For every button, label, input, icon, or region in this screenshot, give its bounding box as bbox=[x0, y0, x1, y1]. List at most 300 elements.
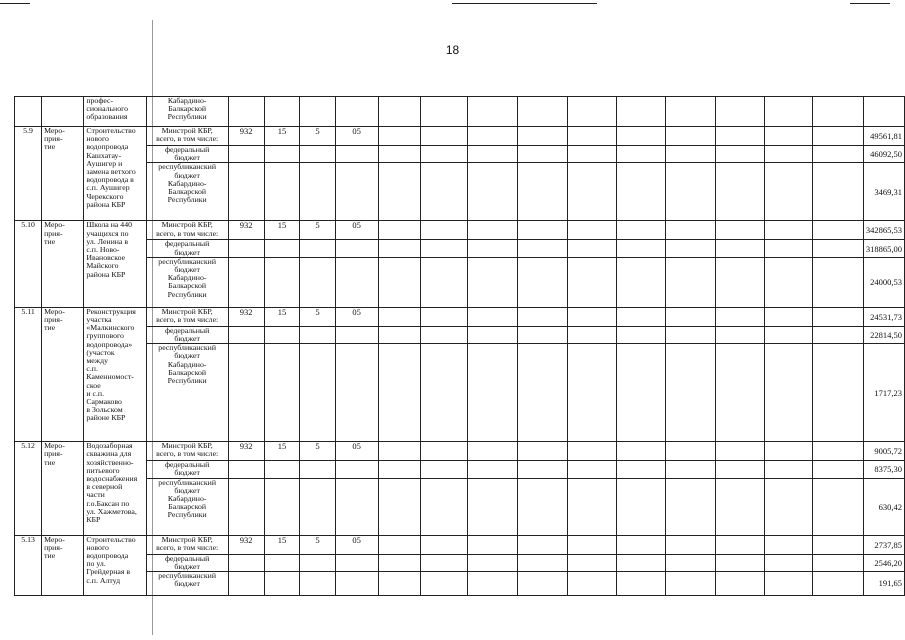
amount-value bbox=[863, 442, 904, 461]
amount-value bbox=[863, 326, 904, 343]
empty-cell bbox=[468, 257, 518, 307]
funding-source bbox=[146, 442, 228, 461]
empty-cell bbox=[617, 461, 666, 478]
empty-cell bbox=[378, 146, 420, 163]
event-name-text: Строительство нового водопровода Кашхатау- Аушигер и замена ветхого водопровода в с.п. Аушигер Черекского района КБР bbox=[86, 126, 136, 209]
empty-cell bbox=[420, 535, 468, 554]
amount-value-text: 2737,85 bbox=[874, 539, 902, 550]
amount-value-text: 3469,31 bbox=[874, 186, 902, 197]
empty-cell bbox=[715, 127, 764, 146]
code-grbs bbox=[228, 478, 264, 535]
funding-source-text: республиканский бюджет Кабардино- Балкарской Республики bbox=[158, 162, 217, 205]
funding-source bbox=[146, 240, 228, 257]
empty-cell bbox=[617, 146, 666, 163]
empty-cell bbox=[468, 221, 518, 240]
code-rz bbox=[264, 307, 300, 326]
empty-cell bbox=[468, 307, 518, 326]
empty-cell bbox=[812, 221, 863, 240]
code-grbs bbox=[228, 240, 264, 257]
empty-cell bbox=[715, 257, 764, 307]
amount-value-text: 342865,53 bbox=[865, 225, 902, 236]
empty-cell bbox=[765, 240, 813, 257]
amount-value-text: 46092,50 bbox=[870, 149, 902, 160]
code-rz bbox=[264, 326, 300, 343]
empty-cell bbox=[378, 163, 420, 221]
code-pr bbox=[300, 97, 335, 127]
empty-cell bbox=[378, 344, 420, 442]
code-rz bbox=[264, 127, 300, 146]
empty-cell bbox=[567, 240, 616, 257]
empty-cell bbox=[420, 326, 468, 343]
empty-cell bbox=[567, 326, 616, 343]
empty-cell bbox=[468, 163, 518, 221]
code-csr-text: 05 bbox=[352, 126, 361, 136]
empty-cell bbox=[765, 461, 813, 478]
code-pr-text: 5 bbox=[315, 441, 320, 452]
empty-cell bbox=[617, 572, 666, 596]
funding-source-text: республиканский бюджет Кабардино- Балкарской Республики bbox=[158, 343, 217, 386]
empty-cell bbox=[715, 461, 764, 478]
empty-cell bbox=[378, 572, 420, 596]
row-type bbox=[42, 221, 84, 307]
funding-source bbox=[146, 554, 228, 571]
empty-cell bbox=[715, 163, 764, 221]
row-type bbox=[42, 97, 84, 127]
amount-value bbox=[863, 146, 904, 163]
funding-source bbox=[146, 97, 228, 127]
empty-cell bbox=[715, 478, 764, 535]
code-grbs bbox=[228, 442, 264, 461]
empty-cell bbox=[378, 307, 420, 326]
page-number: 18 bbox=[445, 43, 460, 57]
empty-cell bbox=[378, 127, 420, 146]
code-csr bbox=[335, 554, 378, 571]
empty-cell bbox=[715, 554, 764, 571]
empty-cell bbox=[420, 163, 468, 221]
empty-cell bbox=[617, 221, 666, 240]
row-number-text: 5.12 bbox=[21, 441, 35, 451]
event-name bbox=[84, 442, 146, 535]
empty-cell bbox=[765, 97, 813, 127]
empty-cell bbox=[420, 257, 468, 307]
table-row bbox=[15, 146, 905, 163]
row-number bbox=[15, 442, 42, 535]
amount-value bbox=[863, 344, 904, 442]
empty-cell bbox=[420, 97, 468, 127]
code-csr-text: 05 bbox=[352, 307, 361, 317]
empty-cell bbox=[378, 221, 420, 240]
empty-cell bbox=[468, 478, 518, 535]
table-row bbox=[15, 127, 905, 146]
code-csr-text: 05 bbox=[352, 535, 361, 545]
code-csr bbox=[335, 221, 378, 240]
code-grbs bbox=[228, 97, 264, 127]
empty-cell bbox=[567, 478, 616, 535]
row-type bbox=[42, 127, 84, 221]
code-csr-text: 05 bbox=[352, 220, 361, 231]
empty-cell bbox=[812, 572, 863, 596]
code-grbs bbox=[228, 127, 264, 146]
funding-source bbox=[146, 572, 228, 596]
empty-cell bbox=[812, 146, 863, 163]
empty-cell bbox=[567, 442, 616, 461]
amount-value bbox=[863, 221, 904, 240]
top-rule-left bbox=[0, 3, 30, 4]
code-csr bbox=[335, 257, 378, 307]
empty-cell bbox=[617, 257, 666, 307]
funding-source bbox=[146, 344, 228, 442]
code-pr bbox=[300, 461, 335, 478]
empty-cell bbox=[812, 554, 863, 571]
empty-cell bbox=[468, 344, 518, 442]
empty-cell bbox=[420, 478, 468, 535]
funding-source bbox=[146, 326, 228, 343]
empty-cell bbox=[812, 344, 863, 442]
amount-value-text: 49561,81 bbox=[870, 130, 902, 141]
empty-cell bbox=[666, 127, 715, 146]
empty-cell bbox=[617, 307, 666, 326]
funding-source bbox=[146, 163, 228, 221]
empty-cell bbox=[567, 257, 616, 307]
row-number-text: 5.13 bbox=[21, 535, 35, 544]
amount-value-text: 9005,72 bbox=[874, 446, 902, 457]
empty-cell bbox=[420, 554, 468, 571]
empty-cell bbox=[567, 572, 616, 596]
empty-cell bbox=[378, 535, 420, 554]
funding-source bbox=[146, 461, 228, 478]
code-csr bbox=[335, 572, 378, 596]
row-type-text: Меро- прия- тие bbox=[44, 535, 65, 561]
code-pr bbox=[300, 127, 335, 146]
table-row bbox=[15, 554, 905, 571]
empty-cell bbox=[715, 146, 764, 163]
code-pr bbox=[300, 572, 335, 596]
empty-cell bbox=[617, 535, 666, 554]
amount-value bbox=[863, 461, 904, 478]
row-number bbox=[15, 535, 42, 595]
code-grbs bbox=[228, 257, 264, 307]
empty-cell bbox=[812, 97, 863, 127]
empty-cell bbox=[420, 307, 468, 326]
empty-cell bbox=[666, 240, 715, 257]
event-name bbox=[84, 535, 146, 595]
code-pr bbox=[300, 240, 335, 257]
empty-cell bbox=[468, 240, 518, 257]
table-row bbox=[15, 326, 905, 343]
code-grbs bbox=[228, 535, 264, 554]
empty-cell bbox=[468, 97, 518, 127]
empty-cell bbox=[567, 554, 616, 571]
budget-table bbox=[14, 96, 905, 596]
empty-cell bbox=[666, 461, 715, 478]
empty-cell bbox=[765, 146, 813, 163]
empty-cell bbox=[468, 127, 518, 146]
empty-cell bbox=[420, 461, 468, 478]
row-type-text: Меро- прия- тие bbox=[44, 126, 65, 152]
code-rz bbox=[264, 221, 300, 240]
empty-cell bbox=[567, 127, 616, 146]
code-grbs bbox=[228, 344, 264, 442]
row-number bbox=[15, 307, 42, 441]
amount-value-text: 24000,53 bbox=[870, 277, 902, 288]
empty-cell bbox=[715, 307, 764, 326]
empty-cell bbox=[518, 572, 567, 596]
row-number bbox=[15, 221, 42, 307]
amount-value bbox=[863, 572, 904, 596]
row-type-text: Меро- прия- тие bbox=[44, 220, 65, 246]
empty-cell bbox=[378, 442, 420, 461]
empty-cell bbox=[420, 344, 468, 442]
table-row bbox=[15, 535, 905, 554]
code-grbs bbox=[228, 221, 264, 240]
empty-cell bbox=[715, 326, 764, 343]
empty-cell bbox=[715, 535, 764, 554]
code-pr bbox=[300, 307, 335, 326]
amount-value-text: 318865,00 bbox=[865, 243, 902, 254]
funding-source-text: федеральный бюджет bbox=[165, 145, 210, 163]
table-row bbox=[15, 307, 905, 326]
table-row bbox=[15, 163, 905, 221]
funding-source-text: федеральный бюджет bbox=[165, 554, 210, 571]
empty-cell bbox=[765, 572, 813, 596]
empty-cell bbox=[378, 326, 420, 343]
code-pr bbox=[300, 163, 335, 221]
amount-value bbox=[863, 240, 904, 257]
funding-source-text: Кабардино- Балкарской Республики bbox=[167, 96, 207, 122]
funding-source bbox=[146, 535, 228, 554]
empty-cell bbox=[617, 442, 666, 461]
amount-value-text: 24531,73 bbox=[870, 311, 902, 322]
empty-cell bbox=[715, 240, 764, 257]
code-rz bbox=[264, 535, 300, 554]
table-row bbox=[15, 221, 905, 240]
empty-cell bbox=[468, 554, 518, 571]
empty-cell bbox=[518, 461, 567, 478]
event-name-text: Реконструкция участка «Малкинского группового водопровода» (участок между с.п. Каменномост- ское и с.п. Сармаково в Зольском районе КБР bbox=[86, 307, 136, 423]
empty-cell bbox=[518, 163, 567, 221]
empty-cell bbox=[378, 554, 420, 571]
empty-cell bbox=[666, 257, 715, 307]
code-rz bbox=[264, 240, 300, 257]
code-pr bbox=[300, 221, 335, 240]
empty-cell bbox=[468, 442, 518, 461]
empty-cell bbox=[765, 442, 813, 461]
empty-cell bbox=[468, 326, 518, 343]
code-rz bbox=[264, 257, 300, 307]
event-name-text: Водозаборная скважина для хозяйственно- питьевого водоснабжения в северной части г.о.Баксан по ул. Хажметова, КБР bbox=[86, 441, 138, 525]
amount-value bbox=[863, 97, 904, 127]
empty-cell bbox=[518, 146, 567, 163]
empty-cell bbox=[666, 307, 715, 326]
empty-cell bbox=[617, 478, 666, 535]
funding-source-text: республиканский бюджет bbox=[158, 571, 217, 589]
top-rule-right bbox=[850, 3, 890, 4]
empty-cell bbox=[518, 326, 567, 343]
table-row bbox=[15, 240, 905, 257]
code-rz-text: 15 bbox=[277, 126, 287, 136]
code-csr bbox=[335, 535, 378, 554]
amount-value-text: 8375,30 bbox=[874, 464, 902, 475]
funding-source-text: Минстрой КБР, всего, в том числе: bbox=[156, 441, 219, 459]
empty-cell bbox=[812, 478, 863, 535]
code-csr bbox=[335, 461, 378, 478]
code-rz bbox=[264, 554, 300, 571]
empty-cell bbox=[812, 240, 863, 257]
code-grbs-text: 932 bbox=[239, 220, 253, 231]
code-grbs-text: 932 bbox=[239, 307, 253, 317]
code-csr bbox=[335, 240, 378, 257]
empty-cell bbox=[567, 461, 616, 478]
amount-value bbox=[863, 535, 904, 554]
empty-cell bbox=[812, 307, 863, 326]
table-row bbox=[15, 442, 905, 461]
empty-cell bbox=[715, 442, 764, 461]
table-body bbox=[15, 97, 905, 596]
code-rz-text: 15 bbox=[277, 441, 287, 452]
code-grbs bbox=[228, 326, 264, 343]
empty-cell bbox=[666, 344, 715, 442]
empty-cell bbox=[518, 554, 567, 571]
funding-source bbox=[146, 221, 228, 240]
empty-cell bbox=[812, 257, 863, 307]
funding-source-text: Минстрой КБР, всего, в том числе: bbox=[156, 220, 219, 238]
empty-cell bbox=[518, 478, 567, 535]
empty-cell bbox=[715, 344, 764, 442]
code-rz bbox=[264, 146, 300, 163]
code-rz bbox=[264, 442, 300, 461]
code-csr bbox=[335, 307, 378, 326]
code-csr bbox=[335, 344, 378, 442]
empty-cell bbox=[378, 240, 420, 257]
table-row bbox=[15, 344, 905, 442]
empty-cell bbox=[518, 344, 567, 442]
empty-cell bbox=[567, 146, 616, 163]
amount-value bbox=[863, 478, 904, 535]
empty-cell bbox=[617, 127, 666, 146]
amount-value-text: 630,42 bbox=[878, 501, 902, 512]
empty-cell bbox=[468, 572, 518, 596]
empty-cell bbox=[666, 146, 715, 163]
empty-cell bbox=[518, 127, 567, 146]
row-number-text: 5.9 bbox=[23, 126, 33, 135]
event-name-text: профес- сионального образования bbox=[86, 96, 129, 122]
code-pr bbox=[300, 326, 335, 343]
empty-cell bbox=[518, 97, 567, 127]
code-csr bbox=[335, 326, 378, 343]
empty-cell bbox=[378, 461, 420, 478]
code-csr bbox=[335, 442, 378, 461]
empty-cell bbox=[666, 221, 715, 240]
empty-cell bbox=[812, 163, 863, 221]
event-name bbox=[84, 307, 146, 441]
empty-cell bbox=[420, 127, 468, 146]
empty-cell bbox=[468, 535, 518, 554]
code-csr bbox=[335, 478, 378, 535]
row-number bbox=[15, 97, 42, 127]
code-grbs bbox=[228, 146, 264, 163]
code-rz-text: 15 bbox=[277, 220, 287, 231]
empty-cell bbox=[765, 127, 813, 146]
empty-cell bbox=[567, 163, 616, 221]
funding-source-text: федеральный бюджет bbox=[165, 460, 210, 478]
empty-cell bbox=[666, 442, 715, 461]
empty-cell bbox=[666, 535, 715, 554]
code-pr bbox=[300, 344, 335, 442]
code-rz bbox=[264, 97, 300, 127]
code-rz bbox=[264, 572, 300, 596]
code-pr-text: 5 bbox=[315, 220, 320, 231]
code-grbs bbox=[228, 461, 264, 478]
empty-cell bbox=[378, 97, 420, 127]
empty-cell bbox=[518, 442, 567, 461]
funding-source-text: Минстрой КБР, всего, в том числе: bbox=[156, 307, 219, 325]
code-pr-text: 5 bbox=[315, 126, 320, 136]
empty-cell bbox=[617, 344, 666, 442]
row-number-text: 5.11 bbox=[21, 307, 35, 316]
code-grbs bbox=[228, 554, 264, 571]
empty-cell bbox=[812, 535, 863, 554]
amount-value bbox=[863, 554, 904, 571]
empty-cell bbox=[765, 535, 813, 554]
empty-cell bbox=[518, 221, 567, 240]
empty-cell bbox=[518, 240, 567, 257]
empty-cell bbox=[666, 97, 715, 127]
empty-cell bbox=[765, 221, 813, 240]
empty-cell bbox=[765, 554, 813, 571]
empty-cell bbox=[567, 307, 616, 326]
code-pr-text: 5 bbox=[315, 535, 320, 545]
empty-cell bbox=[518, 257, 567, 307]
funding-source-text: Минстрой КБР, всего, в том числе: bbox=[156, 126, 219, 144]
code-rz-text: 15 bbox=[277, 535, 287, 545]
row-number bbox=[15, 127, 42, 221]
row-number-text: 5.10 bbox=[21, 220, 35, 230]
amount-value-text: 1717,23 bbox=[874, 387, 902, 398]
empty-cell bbox=[666, 478, 715, 535]
funding-source-text: федеральный бюджет bbox=[165, 239, 210, 257]
code-grbs-text: 932 bbox=[239, 441, 253, 452]
empty-cell bbox=[812, 442, 863, 461]
code-grbs bbox=[228, 572, 264, 596]
amount-value bbox=[863, 257, 904, 307]
empty-cell bbox=[715, 221, 764, 240]
event-name-text: Школа на 440 учащихся по ул. Ленина в с.п. Ново- Ивановское Майского района КБР bbox=[86, 220, 132, 279]
funding-source-text: республиканский бюджет Кабардино- Балкарской Республики bbox=[158, 478, 217, 520]
amount-value bbox=[863, 127, 904, 146]
empty-cell bbox=[420, 221, 468, 240]
code-csr bbox=[335, 97, 378, 127]
event-name bbox=[84, 97, 146, 127]
funding-source bbox=[146, 127, 228, 146]
code-pr bbox=[300, 257, 335, 307]
amount-value bbox=[863, 163, 904, 221]
empty-cell bbox=[420, 442, 468, 461]
row-type bbox=[42, 442, 84, 535]
amount-value bbox=[863, 307, 904, 326]
table-row bbox=[15, 572, 905, 596]
empty-cell bbox=[567, 344, 616, 442]
table-row bbox=[15, 461, 905, 478]
funding-source-text: республиканский бюджет Кабардино- Балкарской Республики bbox=[158, 257, 217, 299]
empty-cell bbox=[765, 478, 813, 535]
empty-cell bbox=[812, 326, 863, 343]
code-rz bbox=[264, 461, 300, 478]
code-csr-text: 05 bbox=[352, 441, 361, 452]
empty-cell bbox=[666, 163, 715, 221]
amount-value-text: 2546,20 bbox=[874, 557, 902, 568]
event-name-text: Строительство нового водопровода по ул. Грейдерная в с.п. Алтуд bbox=[86, 535, 136, 585]
empty-cell bbox=[518, 307, 567, 326]
